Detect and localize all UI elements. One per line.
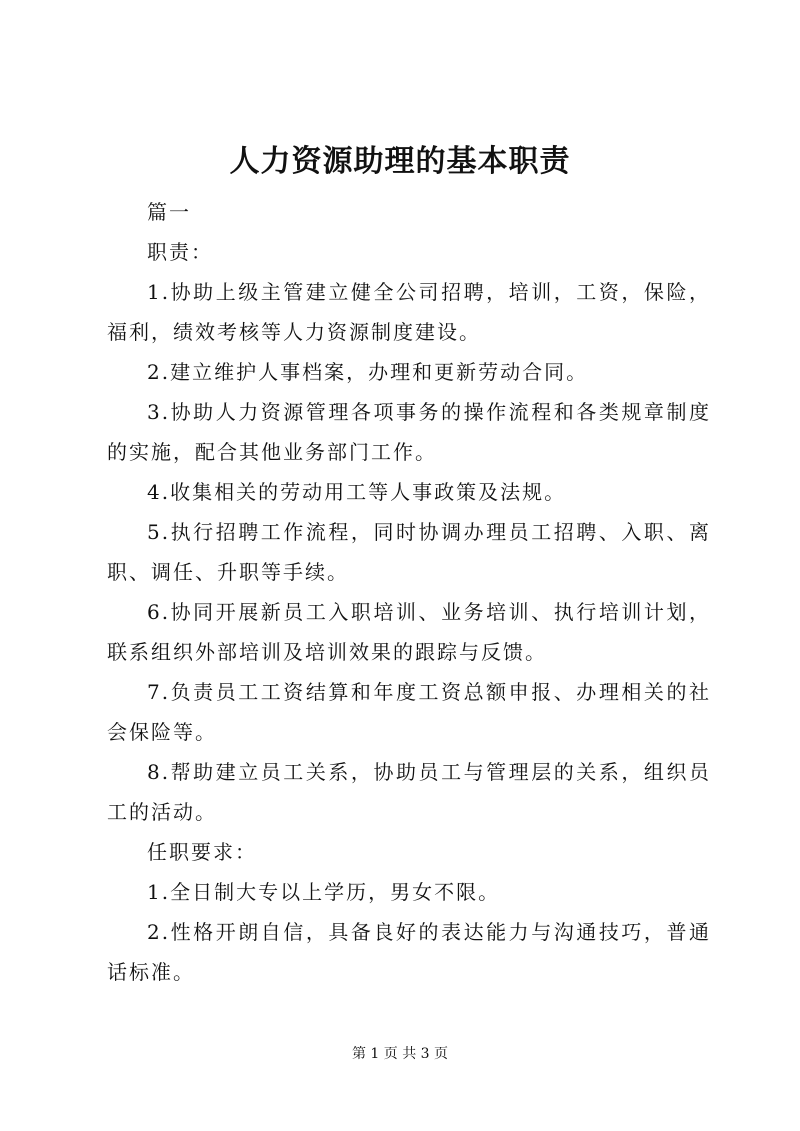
paragraph-duty-6: 6.协同开展新员工入职培训、业务培训、执行培训计划，联系组织外部培训及培训效果的跟踪与反馈。	[107, 600, 711, 664]
paragraph-duty-3: 3.协助人力资源管理各项事务的操作流程和各类规章制度的实施，配合其他业务部门工作。	[107, 400, 711, 464]
paragraph-duty-5: 5.执行招聘工作流程，同时协调办理员工招聘、入职、离职、调任、升职等手续。	[107, 520, 711, 584]
document-body	[107, 192, 711, 992]
paragraph-requirement-1: 1.全日制大专以上学历，男女不限。	[147, 880, 501, 904]
paragraph-duty-7: 7.负责员工工资结算和年度工资总额申报、办理相关的社会保险等。	[107, 680, 711, 744]
document-title: 人力资源助理的基本职责	[229, 144, 571, 179]
page-footer: 第 1 页 共 3 页	[351, 1046, 449, 1062]
paragraph-requirement-2: 2.性格开朗自信，具备良好的表达能力与沟通技巧，普通话标准。	[107, 920, 711, 984]
paragraph-duty-2: 2.建立维护人事档案，办理和更新劳动合同。	[147, 360, 589, 384]
paragraph-requirements-heading: 任职要求：	[147, 840, 257, 864]
paragraph-duty-8: 8.帮助建立员工关系，协助员工与管理层的关系，组织员工的活动。	[107, 760, 711, 824]
paragraph-section-label: 篇一	[147, 200, 191, 224]
paragraph-duties-heading: 职责：	[147, 240, 213, 264]
paragraph-duty-4: 4.收集相关的劳动用工等人事政策及法规。	[147, 480, 567, 504]
paragraph-duty-1: 1.协助上级主管建立健全公司招聘，培训，工资，保险，福利，绩效考核等人力资源制度建设。	[107, 280, 711, 344]
